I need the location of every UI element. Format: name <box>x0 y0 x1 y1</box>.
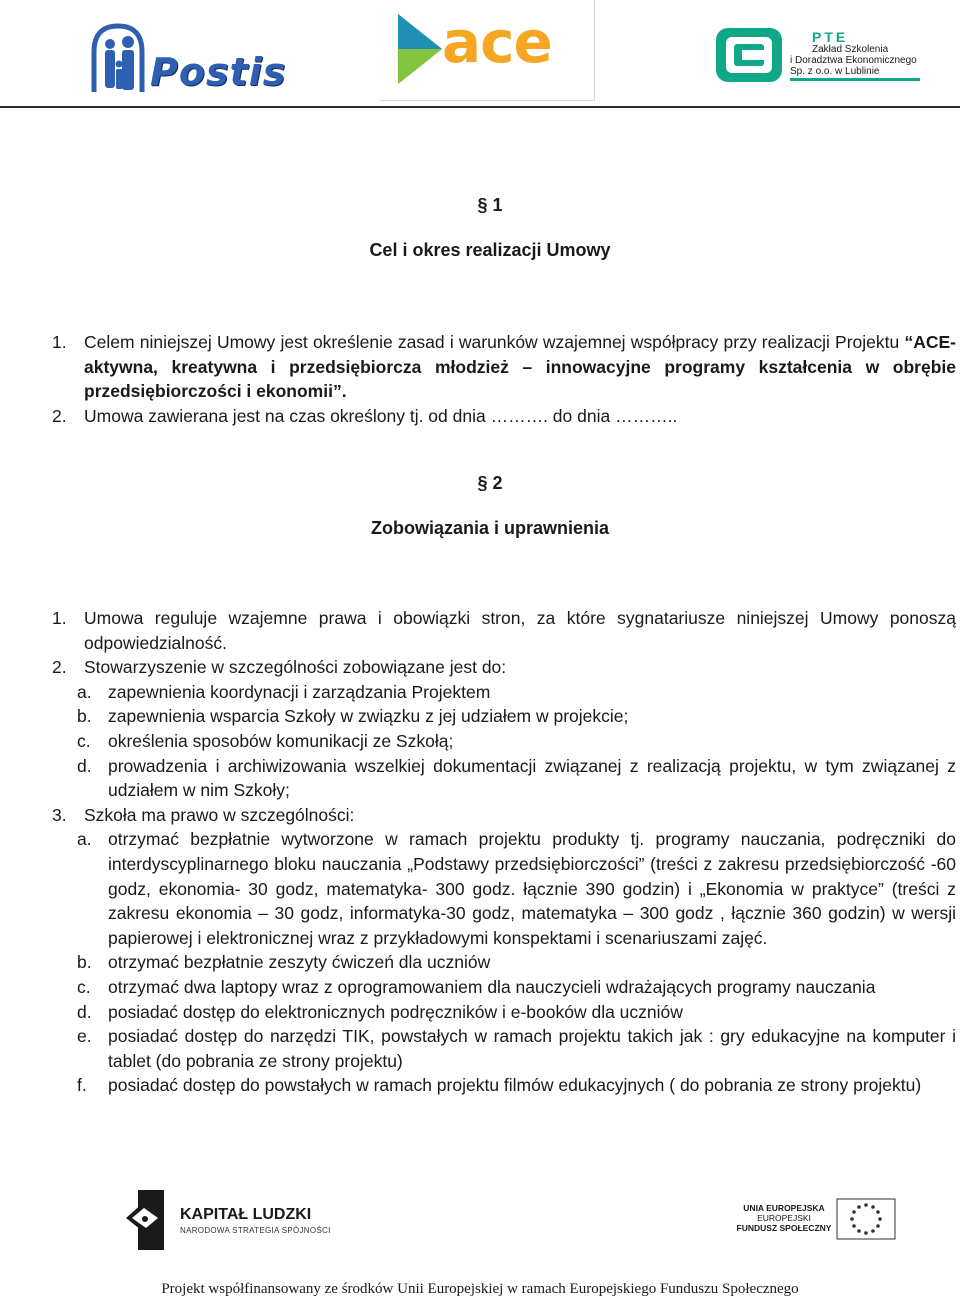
ace-logo <box>380 0 595 101</box>
page-header <box>0 0 960 110</box>
item-text: posiadać dostęp do powstałych w ramach projektu filmów edukacyjnych ( do pobrania ze strony projektu) <box>108 1075 922 1096</box>
item-text: określenia sposobów komunikacji ze Szkołą; <box>108 730 454 751</box>
item-text: otrzymać dwa laptopy wraz z oprogramowaniem dla nauczycieli wdrażających programy nauczania <box>108 976 876 997</box>
item-text: posiadać dostęp do narzędzi TIK, powstałych w ramach projektu takich jak : gry edukacyjne na komputer i tablet (do pobrania ze strony projektu) <box>108 1026 956 1071</box>
item-text: otrzymać bezpłatnie wytworzone w ramach projektu produkty tj. programy nauczania, podręczniki do interdyscyplinarnego bloku nauczania „Podstawy przedsiębiorczości” (treści z zakresu przedsiębiorczość -60 godz, ekonomia- 30 godz, matematyka- 300 godz. łącznie 390 godzin) i „Ekonomia w praktyce” (treści z zakresu ekonomia – 30 godz, informatyka-30 godz, matematyka – 300 godz , łącznie 360 godzin) w wersji papierowej i elektronicznej wraz z przykładowymi konspektami i scenariuszami zajęć. <box>108 829 956 948</box>
item-text: prowadzenia i archiwizowania wszelkiej dokumentacji związanej z realizacją projektu, w tym związanej z udziałem w nim Szkoły; <box>108 755 956 801</box>
item-marker: b. <box>77 952 92 973</box>
sub-list-item <box>52 1000 956 1025</box>
pte-logo-text <box>790 30 917 77</box>
ace-logo-text: ace <box>442 8 552 76</box>
item-marker: 1. <box>52 332 67 352</box>
item-marker: a. <box>77 681 92 702</box>
item-marker: 1. <box>52 608 67 628</box>
item-text: otrzymać bezpłatnie zeszyty ćwiczeń dla uczniów <box>108 952 491 973</box>
header-divider <box>0 106 960 108</box>
item-marker: e. <box>77 1026 92 1047</box>
sub-list-item <box>52 950 956 975</box>
section-1-list <box>52 330 956 428</box>
postis-logo-text: Postis <box>150 50 287 94</box>
eu-logo <box>736 1198 896 1242</box>
item-text: posiadać dostęp do elektronicznych podręczników i e-booków dla uczniów <box>108 1001 683 1022</box>
item-marker: f. <box>77 1075 87 1096</box>
sub-list-item <box>52 729 956 754</box>
eu-line2: EUROPEJSKI <box>757 1213 811 1223</box>
section-1-title: Cel i okres realizacji Umowy <box>369 240 611 260</box>
postis-logo <box>88 22 293 98</box>
family-silhouette-icon <box>88 22 152 98</box>
project-title: “ACE- aktywna, kreatywna i przedsiębiorcza młodzież – innowacyjne programy kształcenia w obrębie przedsiębiorczości i ekonomii”. <box>84 332 956 402</box>
list-item <box>52 330 956 404</box>
pte-logo <box>714 26 924 86</box>
item-marker: 2. <box>52 657 67 678</box>
item-text: zapewnienia wsparcia Szkoły w związku z jej udziałem w projekcie; <box>108 706 629 727</box>
sub-list-item <box>52 704 956 729</box>
play-triangle-icon <box>396 12 444 86</box>
section-2-title: Zobowiązania i uprawnienia <box>370 518 610 538</box>
pte-line2: i Doradztwa Ekonomicznego <box>790 55 917 66</box>
item-marker: 3. <box>52 804 67 825</box>
item-marker: a. <box>77 829 92 850</box>
item-text: Stowarzyszenie w szczególności zobowiązane jest do: <box>84 657 507 678</box>
kapital-ludzki-icon <box>124 1188 170 1252</box>
item-text: zapewnienia koordynacji i zarządzania Projektem <box>108 681 491 702</box>
kapital-ludzki-subtitle: NARODOWA STRATEGIA SPÓJNOŚCI <box>180 1226 331 1235</box>
list-item <box>52 803 956 828</box>
item-marker: c. <box>77 730 91 751</box>
item-marker: d. <box>77 755 92 776</box>
section-1-number: § 1 <box>477 195 503 215</box>
item-marker: d. <box>77 1001 92 1022</box>
item-text: Umowa zawierana jest na czas określony tj. od dnia ………. do dnia ……….. <box>84 405 678 426</box>
list-item <box>52 655 956 680</box>
item-marker: b. <box>77 706 92 727</box>
section-2-list <box>52 606 956 1098</box>
sub-list-item <box>52 1024 956 1073</box>
kapital-ludzki-title: KAPITAŁ LUDZKI <box>180 1206 312 1223</box>
item-text: Szkoła ma prawo w szczególności: <box>84 804 355 825</box>
list-item <box>52 404 956 429</box>
sub-list-item <box>52 754 956 803</box>
eu-logo-text <box>736 1203 832 1233</box>
sub-list-item <box>52 827 956 950</box>
item-text: Umowa reguluje wzajemne prawa i obowiązki stron, za które sygnatariusze niniejszej Umowy ponoszą odpowiedzialność. <box>84 608 956 653</box>
pte-underline <box>790 78 920 81</box>
eu-flag-icon <box>836 1198 896 1240</box>
pte-line3: Sp. z o.o. w Lublinie <box>790 66 880 77</box>
kapital-ludzki-logo <box>124 1188 331 1252</box>
sub-list-item <box>52 975 956 1000</box>
item-text: Celem niniejszej Umowy jest określenie zasad i warunków wzajemnej współpracy przy realizacji Projektu <box>84 332 905 352</box>
list-item <box>52 606 956 655</box>
item-marker: 2. <box>52 405 67 426</box>
pte-emblem-icon <box>714 26 784 84</box>
cofinancing-note: Projekt współfinansowany ze środków Unii Europejskiej w ramach Europejskiego Funduszu Społecznego <box>161 1281 799 1297</box>
pte-line1: Zakład Szkolenia <box>812 44 889 55</box>
pte-title: PTE <box>812 29 849 45</box>
section-2-number: § 2 <box>477 473 503 493</box>
item-marker: c. <box>77 976 91 997</box>
eu-line3: FUNDUSZ SPOŁECZNY <box>736 1223 832 1233</box>
sub-list-item <box>52 1073 956 1098</box>
sub-list-item <box>52 680 956 705</box>
eu-line1: UNIA EUROPEJSKA <box>743 1203 825 1213</box>
